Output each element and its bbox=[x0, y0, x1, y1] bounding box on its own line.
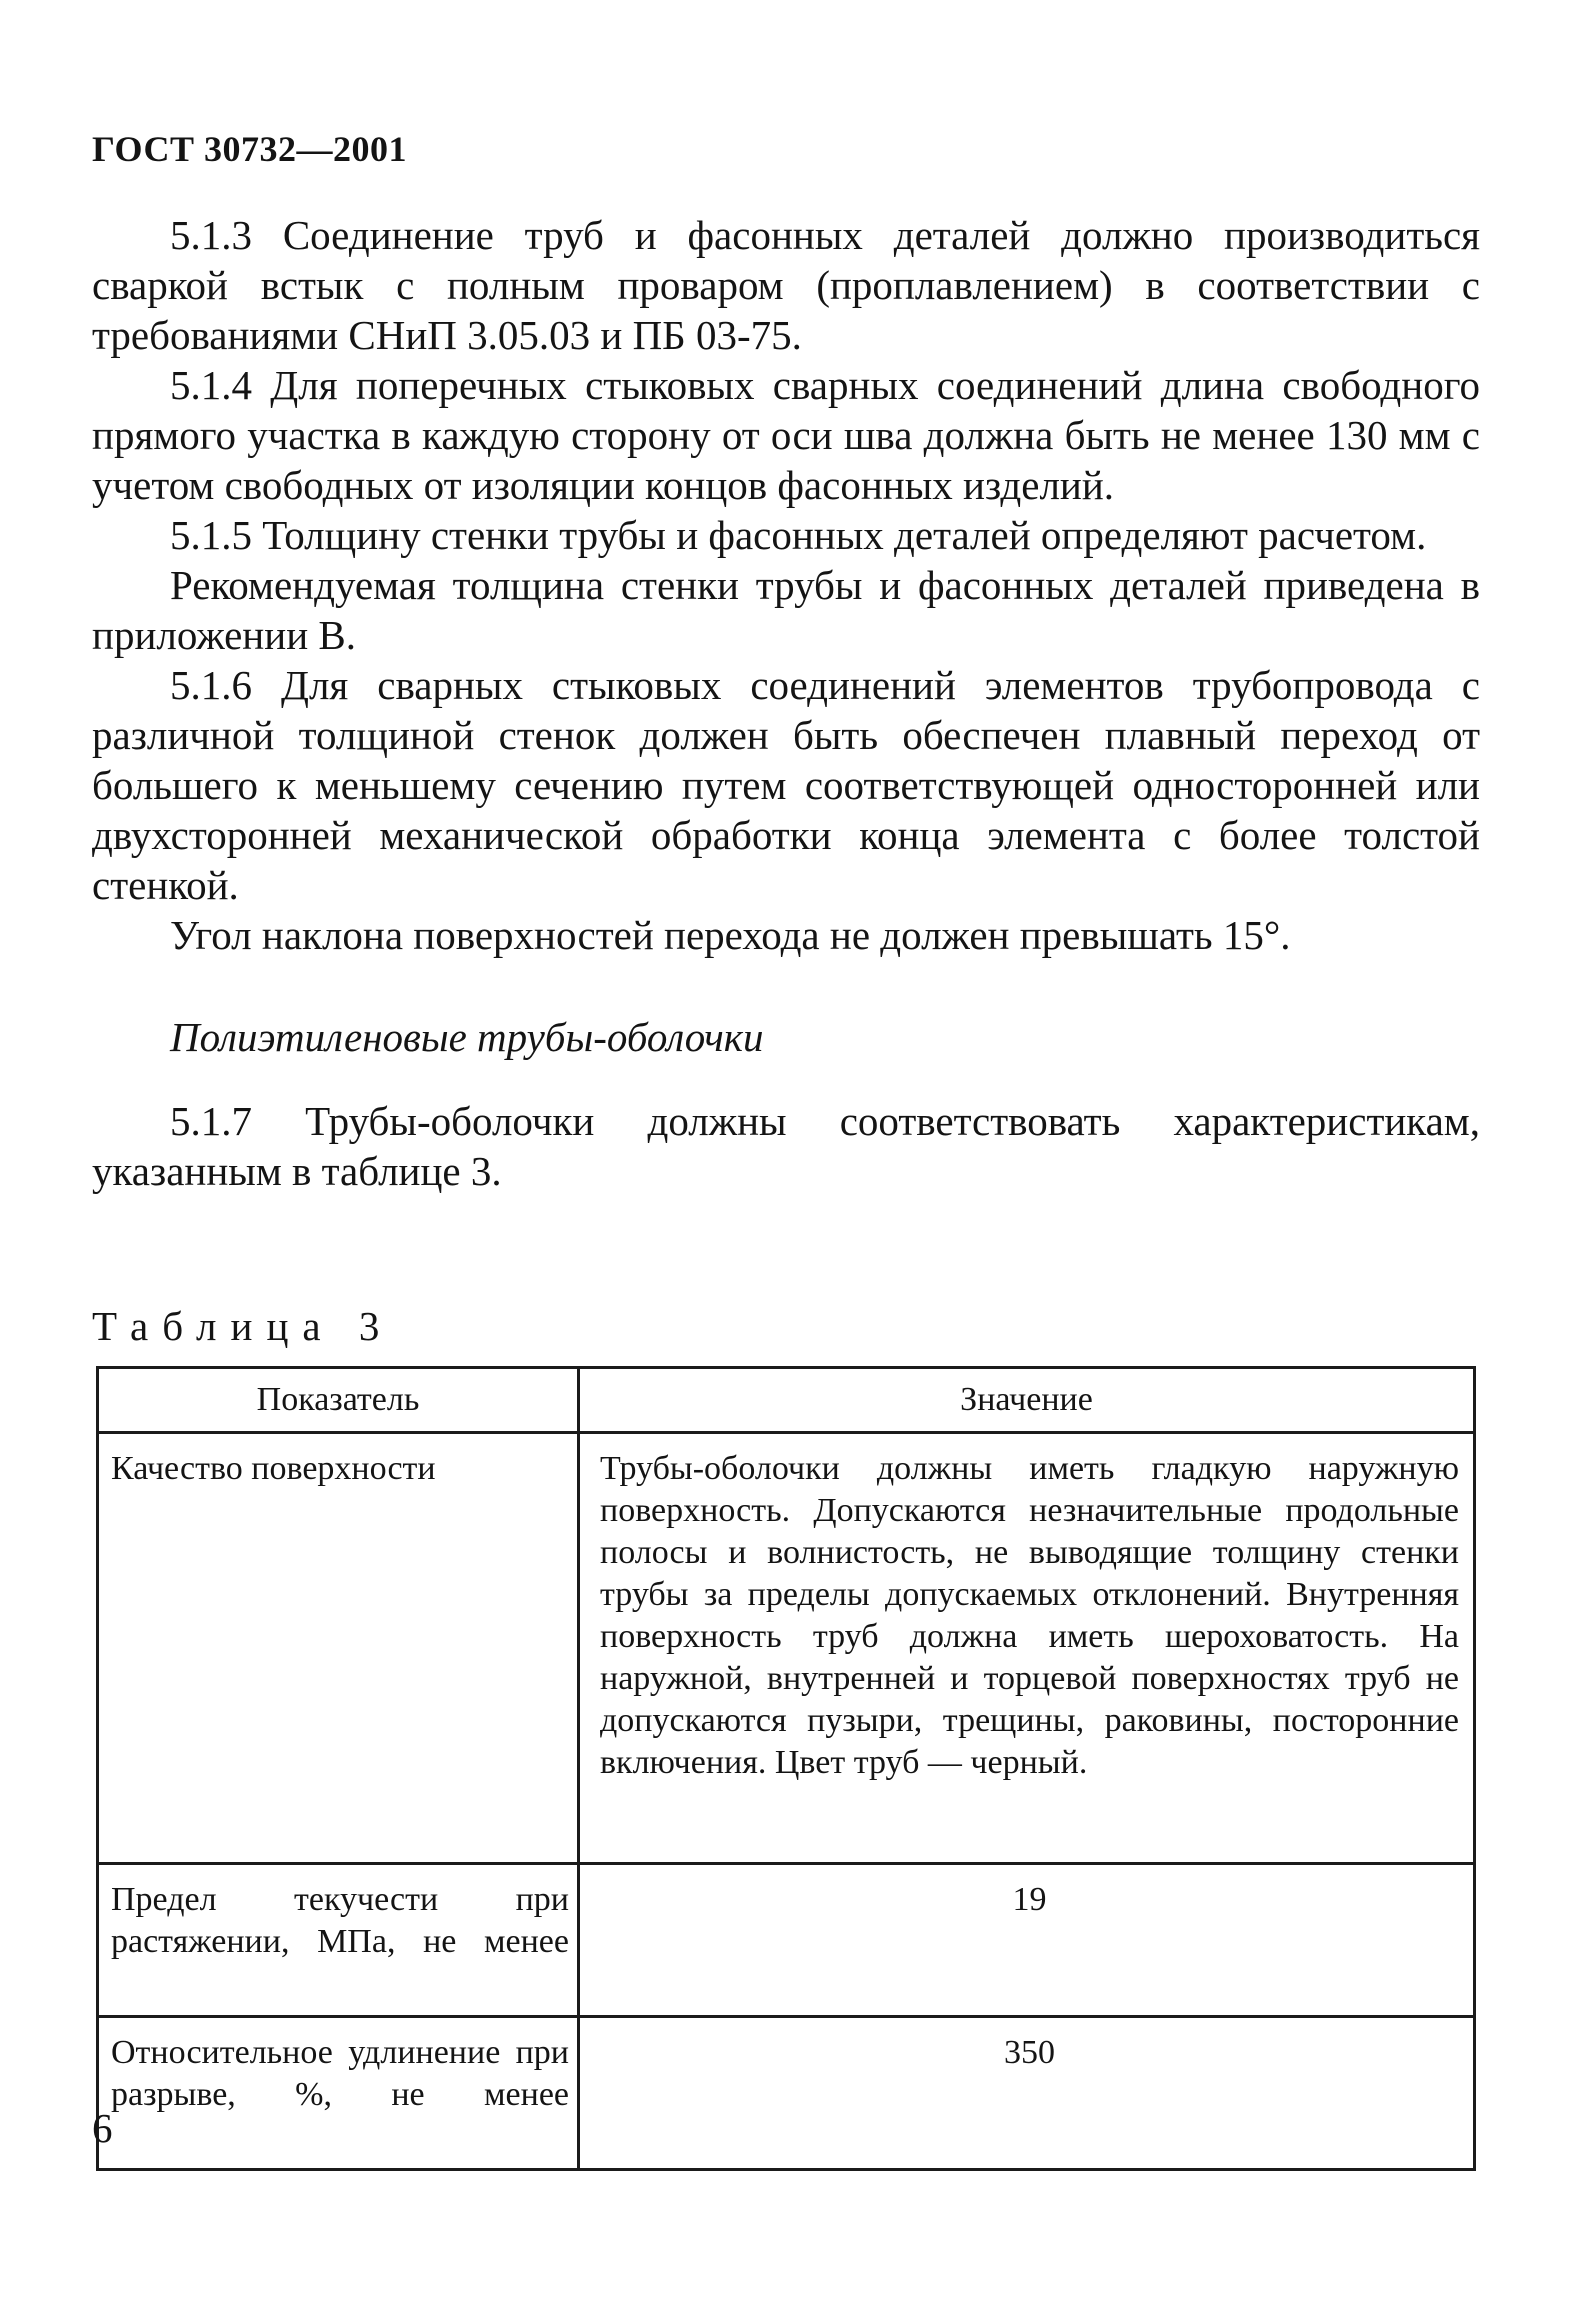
table-row bbox=[98, 2017, 1475, 2170]
paragraph-transition-angle: Угол наклона поверхностей перехода не должен превышать 15°. bbox=[170, 912, 1291, 958]
paragraph-5-1-4: 5.1.4 Для поперечных стыковых сварных соединений длина свободного прямого участка в каждую сторону от оси шва должна быть не менее 130 мм с учетом свободных от изоляции концов фасонных изделий. bbox=[92, 362, 1480, 508]
parameter-cell: Качество поверхности bbox=[98, 1433, 579, 1864]
section-title: Полиэтиленовые трубы-оболочки bbox=[170, 1014, 764, 1060]
value-cell: 19 bbox=[579, 1864, 1475, 2017]
table-caption: Таблица 3 bbox=[92, 1303, 394, 1349]
paragraph-5-1-6: 5.1.6 Для сварных стыковых соединений элементов трубопровода с различной толщиной стенок должен быть обеспечен плавный переход от большего к меньшему сечению путем соответствующей односторонней или двухсторонней механической обработки конца элемента с более толстой стенкой. bbox=[92, 662, 1480, 908]
paragraph-5-1-7: 5.1.7 Трубы-оболочки должны соответствовать характеристикам, указанным в таблице 3. bbox=[92, 1098, 1480, 1194]
column-header-parameter: Показатель bbox=[98, 1368, 579, 1433]
column-header-value: Значение bbox=[579, 1368, 1475, 1433]
page-number: 6 bbox=[92, 2105, 113, 2151]
parameter-cell: Относительное удлинение при разрыве, %, не менее bbox=[98, 2017, 579, 2170]
specification-table bbox=[96, 1366, 1476, 2171]
document-standard-header: ГОСТ 30732—2001 bbox=[92, 129, 407, 169]
paragraph-5-1-5: 5.1.5 Толщину стенки трубы и фасонных деталей определяют расчетом. bbox=[170, 512, 1427, 558]
table-row bbox=[98, 1864, 1475, 2017]
value-cell: Трубы-оболочки должны иметь гладкую наружную поверхность. Допускаются незначительные продольные полосы и волнистость, не выводящие толщину стенки трубы за пределы допускаемых отклонений. Внутренняя поверхность труб должна иметь шероховатость. На наружной, внутренней и торцевой поверхностях труб не допускаются пузыри, трещины, раковины, посторонние включения. Цвет труб — черный. bbox=[579, 1433, 1475, 1864]
value-cell: 350 bbox=[579, 2017, 1475, 2170]
paragraph-recommended-thickness: Рекомендуемая толщина стенки трубы и фасонных деталей приведена в приложении В. bbox=[92, 562, 1480, 658]
table-header-row bbox=[98, 1368, 1475, 1433]
parameter-cell: Предел текучести при растяжении, МПа, не менее bbox=[98, 1864, 579, 2017]
table-row bbox=[98, 1433, 1475, 1864]
body-text bbox=[92, 210, 1480, 1196]
paragraph-5-1-3: 5.1.3 Соединение труб и фасонных деталей должно производиться сваркой встык с полным проваром (проплавлением) в соответствии с требованиями СНиП 3.05.03 и ПБ 03-75. bbox=[92, 212, 1480, 358]
